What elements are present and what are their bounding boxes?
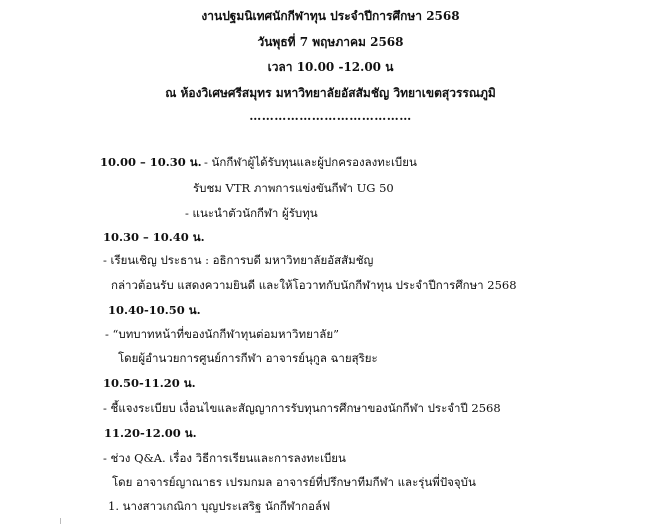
- agenda-item: รับชม VTR ภาพการแข่งขันกีฬา UG 50: [193, 181, 394, 195]
- event-date: วันพุธที่ 7 พฤษภาคม 2568: [257, 35, 404, 49]
- margin-mark: [60, 518, 61, 524]
- agenda-item: - “บทบาทหน้าที่ของนักกีฬาทุนต่อมหาวิทยาลัย”: [105, 327, 339, 341]
- agenda-time-4: 10.50-11.20 น.: [103, 376, 196, 390]
- agenda-item: - ช่วง Q&A. เรื่อง วิธีการเรียนและการลงทะเบียน: [103, 451, 346, 465]
- event-time: เวลา 10.00 -12.00 น: [267, 60, 394, 74]
- agenda-item: - เรียนเชิญ ประธาน : อธิการบดี มหาวิทยาลัยอัสสัมชัญ: [103, 253, 374, 267]
- agenda-item: โดย อาจารย์ญาณาธร เปรมกมล อาจารย์ที่ปรึกษาทีมกีฬา และรุ่นพี่ปัจจุบัน: [112, 475, 476, 489]
- dotted-divider: …………………………………: [249, 109, 412, 123]
- agenda-time-5: 11.20-12.00 น.: [104, 426, 197, 440]
- list-item: 1. นางสาวเกณิกา บุญประเสริฐ นักกีฬากอล์ฟ: [108, 499, 331, 513]
- agenda-time-2: 10.30 – 10.40 น.: [103, 230, 205, 244]
- document-title: งานปฐมนิเทศนักกีฬาทุน ประจำปีการศึกษา 2568: [201, 9, 460, 23]
- agenda-time-1: 10.00 – 10.30 น.: [100, 155, 202, 169]
- agenda-time-3: 10.40-10.50 น.: [108, 303, 201, 317]
- agenda-item: โดยผู้อำนวยการศูนย์การกีฬา อาจารย์นุกูล ฉายสุริยะ: [118, 351, 378, 365]
- agenda-item: - นักกีฬาผู้ได้รับทุนและผู้ปกครองลงทะเบียน: [204, 155, 417, 169]
- agenda-item: - แนะนำตัวนักกีฬา ผู้รับทุน: [185, 206, 318, 220]
- agenda-item: กล่าวต้อนรับ แสดงความยินดี และให้โอวาทกับนักกีฬาทุน ประจำปีการศึกษา 2568: [111, 278, 517, 292]
- event-venue: ณ ห้องวิเศษศรีสมุทร มหาวิทยาลัยอัสสัมชัญ วิทยาเขตสุวรรณภูมิ: [165, 86, 496, 100]
- agenda-item: - ชี้แจงระเบียบ เงื่อนไขและสัญญาการรับทุนการศึกษาของนักกีฬา ประจำปี 2568: [103, 401, 501, 415]
